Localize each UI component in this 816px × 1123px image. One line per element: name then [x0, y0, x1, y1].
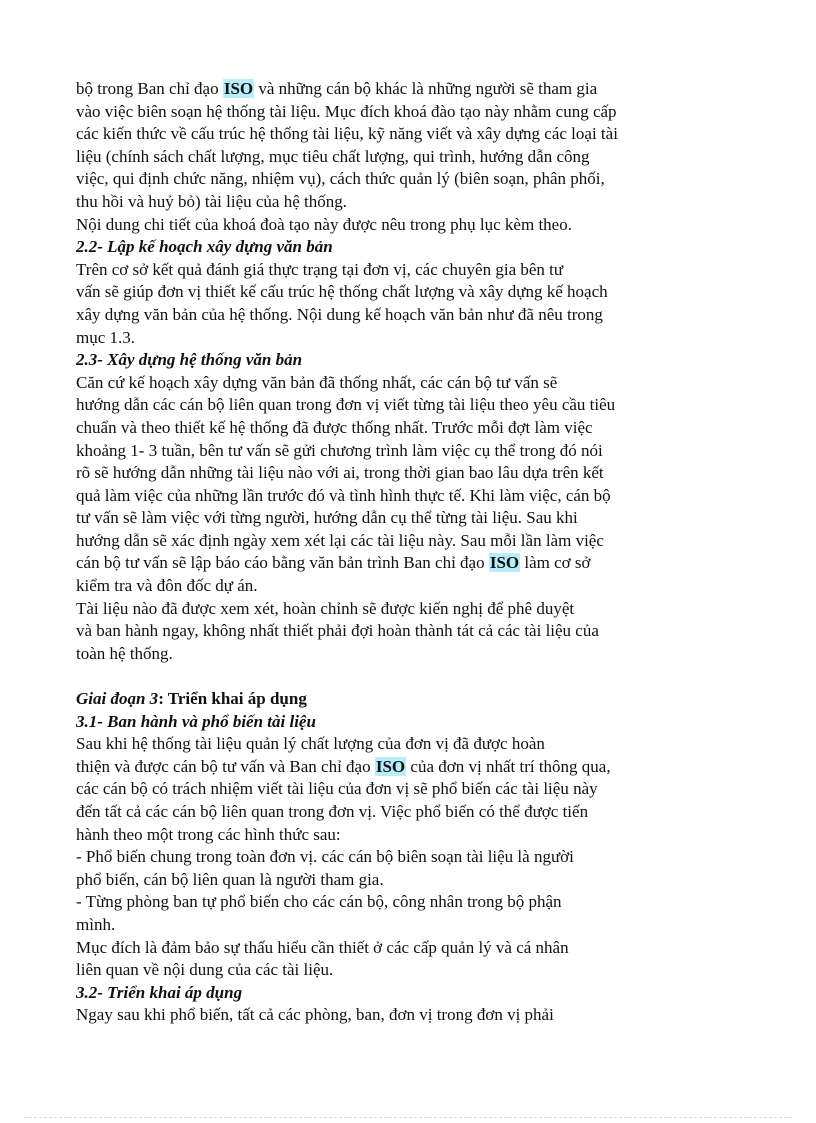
text-line: kiểm tra và đôn đốc dự án. — [76, 576, 258, 596]
text-run: làm cơ sở — [520, 553, 591, 573]
text-line: việc, qui định chức năng, nhiệm vụ), cách thức quản lý (biên soạn, phân phối, — [76, 169, 605, 189]
text-run: và những cán bộ khác là những người sẽ tham gia — [254, 79, 598, 98]
text-run: cán bộ tư vấn sẽ lập báo cáo bằng văn bản trình Ban chỉ đạo — [76, 553, 489, 573]
text-run: thiện và được cán bộ tư vấn và Ban chỉ đạo — [76, 756, 375, 776]
text-line: Trên cơ sở kết quả đánh giá thực trạng tại đơn vị, các chuyên gia bên tư — [76, 259, 564, 279]
text-line: - Từng phòng ban tự phổ biến cho các cán bộ, công nhân trong bộ phận — [76, 892, 562, 912]
blank-line — [76, 665, 676, 688]
text-line: Mục đích là đảm bảo sự thấu hiểu cần thiết ở các cấp quản lý và cá nhân — [76, 937, 569, 957]
page-bottom-border — [24, 1117, 792, 1118]
text-line: đến tất cả các cán bộ liên quan trong đơn vị. Việc phổ biến có thể được tiến — [76, 802, 589, 821]
text-line — [76, 756, 676, 779]
text-line: Căn cứ kế hoạch xây dựng văn bản đã thống nhất, các cán bộ tư vấn sẽ — [76, 372, 558, 392]
text-line: Ngay sau khi phổ biến, tất cả các phòng, ban, đơn vị trong đơn vị phải — [76, 1005, 554, 1025]
text-line — [76, 552, 676, 575]
text-line: thu hồi và huỷ bỏ) tài liệu của hệ thống. — [76, 191, 347, 211]
text-line: tư vấn sẽ làm việc với từng người, hướng dẫn cụ thể từng tài liệu. Sau khi — [76, 508, 578, 528]
text-run: bộ trong Ban chỉ đạo — [76, 79, 223, 98]
iso-highlight: ISO — [223, 79, 254, 98]
text-line: - Phổ biến chung trong toàn đơn vị. các cán bộ biên soạn tài liệu là người — [76, 847, 574, 867]
text-line: liệu (chính sách chất lượng, mục tiêu chất lượng, qui trình, hướng dẫn công — [76, 146, 590, 166]
text-line: Sau khi hệ thống tài liệu quản lý chất lượng của đơn vị đã được hoàn — [76, 734, 545, 754]
text-line: hướng dẫn các cán bộ liên quan trong đơn vị viết từng tài liệu theo yêu cầu tiêu — [76, 395, 616, 415]
text-line: rõ sẽ hướng dẫn những tài liệu nào với ai, trong thời gian bao lâu dựa trên kết — [76, 463, 604, 483]
text-line: mình. — [76, 914, 116, 934]
iso-highlight: ISO — [489, 553, 520, 573]
text-line: các kiến thức về cấu trúc hệ thống tài liệu, kỹ năng viết và xây dựng các loại tài — [76, 124, 618, 144]
text-line: khoảng 1- 3 tuần, bên tư vấn sẽ gửi chương trình làm việc cụ thể trong đó nói — [76, 440, 603, 460]
text-line: xây dựng văn bản của hệ thống. Nội dung kế hoạch văn bản như đã nêu trong — [76, 304, 603, 324]
text-line: vấn sẽ giúp đơn vị thiết kế cấu trúc hệ thống chất lượng và xây dựng kế hoạch — [76, 282, 608, 302]
phase-label: Giai đoạn 3 — [76, 689, 159, 709]
text-line: hành theo một trong các hình thức sau: — [76, 824, 341, 844]
text-run: của đơn vị nhất trí thông qua, — [406, 756, 611, 776]
section-heading-2-2: 2.2- Lập kế hoạch xây dựng văn bản — [76, 237, 333, 257]
text-line: Tài liệu nào đã được xem xét, hoàn chỉnh sẽ được kiến nghị để phê duyệt — [76, 598, 575, 618]
phase-heading — [76, 688, 676, 711]
text-line: chuẩn và theo thiết kế hệ thống đã được thống nhất. Trước mỗi đợt làm việc — [76, 417, 593, 437]
phase-title: Triển khai áp dụng — [167, 689, 307, 709]
text-line: và ban hành ngay, không nhất thiết phải đợi hoàn thành tát cả các tài liệu của — [76, 621, 599, 641]
text-line: các cán bộ có trách nhiệm viết tài liệu của đơn vị sẽ phổ biến các tài liệu này — [76, 779, 598, 799]
text-line: liên quan về nội dung của các tài liệu. — [76, 960, 334, 980]
iso-highlight: ISO — [375, 756, 406, 776]
text-line: Nội dung chi tiết của khoá đoà tạo này được nêu trong phụ lục kèm theo. — [76, 214, 572, 234]
section-heading-3-2: 3.2- Triển khai áp dụng — [76, 982, 243, 1002]
text-line: mục 1.3. — [76, 327, 136, 347]
phase-colon: : — [158, 689, 168, 709]
document-page — [76, 78, 676, 1027]
text-line: vào việc biên soạn hệ thống tài liệu. Mục đích khoá đào tạo này nhằm cung cấp — [76, 101, 617, 121]
text-line: quả làm việc của những lần trước đó và tình hình thực tế. Khi làm việc, cán bộ — [76, 485, 611, 505]
text-line: toàn hệ thống. — [76, 643, 173, 663]
section-heading-2-3: 2.3- Xây dựng hệ thống văn bản — [76, 350, 303, 370]
text-line: hướng dẫn sẽ xác định ngày xem xét lại các tài liệu này. Sau mỗi lần làm việc — [76, 530, 604, 550]
section-heading-3-1: 3.1- Ban hành và phổ biến tài liệu — [76, 711, 316, 731]
text-line — [76, 78, 676, 101]
text-line: phổ biến, cán bộ liên quan là người tham gia. — [76, 869, 384, 889]
